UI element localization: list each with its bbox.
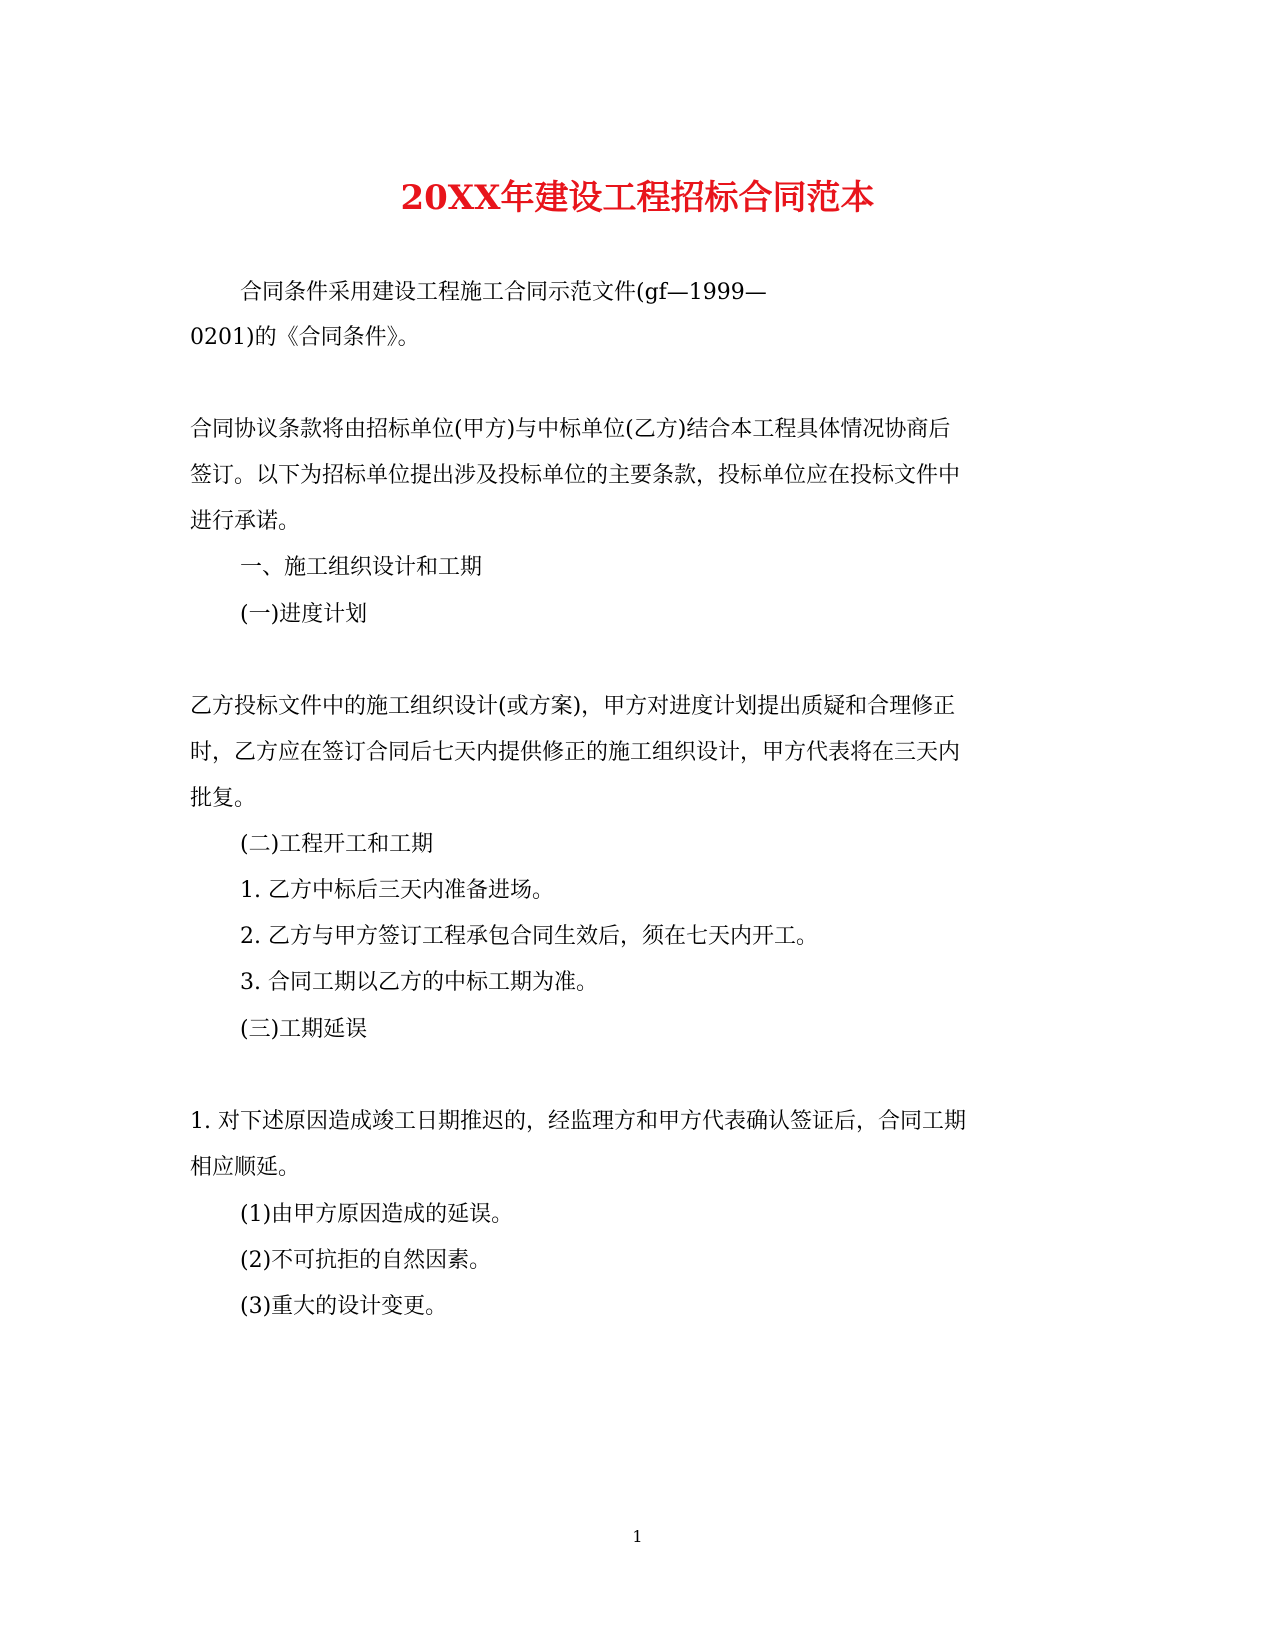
section-heading: 一、施工组织设计和工期 <box>240 555 483 580</box>
paragraph-line: 合同协议条款将由招标单位(甲方)与中标单位(乙方)结合本工程具体情况协商后 <box>190 417 951 442</box>
list-item: 1. 乙方中标后三天内准备进场。 <box>240 878 554 903</box>
list-item: 3. 合同工期以乙方的中标工期为准。 <box>240 970 598 995</box>
paragraph-line: 1. 对下述原因造成竣工日期推迟的，经监理方和甲方代表确认签证后，合同工期 <box>190 1109 966 1134</box>
list-item: (2)不可抗拒的自然因素。 <box>240 1248 492 1273</box>
paragraph-line: 0201)的《合同条件》。 <box>190 325 420 350</box>
paragraph-line: 签订。以下为招标单位提出涉及投标单位的主要条款，投标单位应在投标文件中 <box>190 463 961 488</box>
subsection-heading: (二)工程开工和工期 <box>240 832 434 857</box>
paragraph-line: 批复。 <box>190 786 257 811</box>
paragraph-line: 相应顺延。 <box>190 1155 301 1180</box>
list-item: (3)重大的设计变更。 <box>240 1294 448 1319</box>
subsection-heading: (三)工期延误 <box>240 1017 368 1042</box>
list-item: (1)由甲方原因造成的延误。 <box>240 1202 514 1227</box>
document-title: 20XX年建设工程招标合同范本 <box>400 178 875 218</box>
page-number: 1 <box>632 1527 643 1546</box>
list-item: 2. 乙方与甲方签订工程承包合同生效后，须在七天内开工。 <box>240 924 818 949</box>
paragraph-line: 进行承诺。 <box>190 509 301 534</box>
subsection-heading: (一)进度计划 <box>240 602 368 627</box>
paragraph-line: 合同条件采用建设工程施工合同示范文件(gf—1999— <box>240 280 767 305</box>
paragraph-line: 时，乙方应在签订合同后七天内提供修正的施工组织设计，甲方代表将在三天内 <box>190 740 961 765</box>
paragraph-line: 乙方投标文件中的施工组织设计(或方案)，甲方对进度计划提出质疑和合理修正 <box>190 694 956 719</box>
